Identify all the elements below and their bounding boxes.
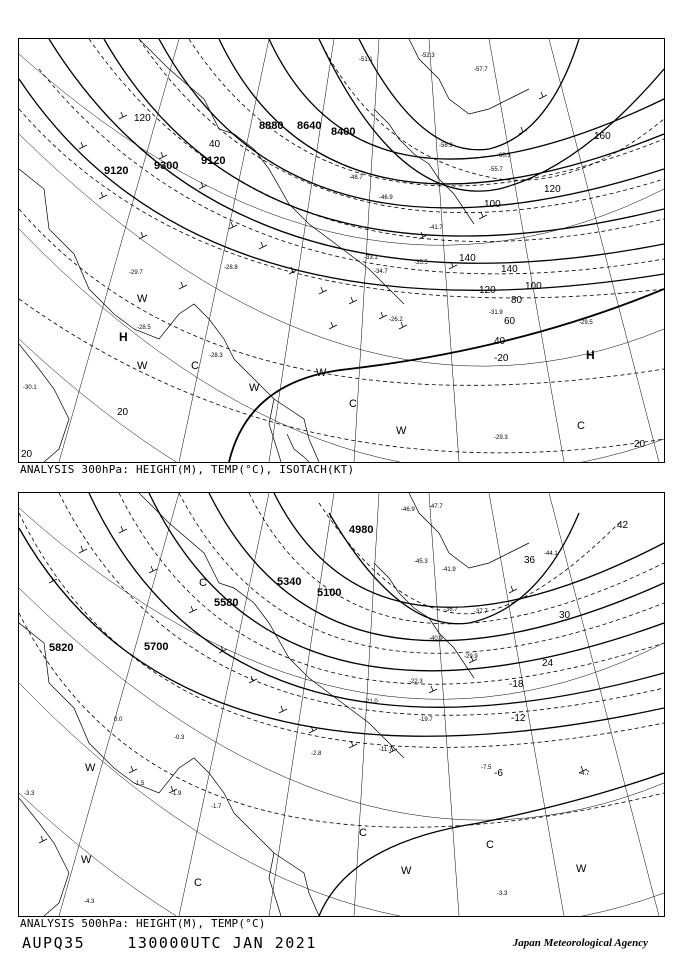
map-300hpa [19, 39, 664, 462]
station-reading: -33.1 [364, 255, 378, 261]
pressure-centers [81, 577, 587, 889]
station-reading: -51.1 [359, 57, 373, 63]
isotherm-label: -6 [494, 768, 503, 779]
isotherm-label: 30 [559, 610, 571, 621]
station-reading: -7.5 [481, 765, 492, 771]
valid-time: 130000UTC JAN 2021 [127, 934, 317, 952]
height-label: 5340 [277, 576, 302, 588]
station-reading: -41.9 [442, 567, 456, 573]
height-labels [49, 524, 373, 654]
isotach-label: 60 [504, 316, 516, 327]
isotherm-label: -12 [511, 713, 526, 724]
station-readings [23, 53, 593, 441]
isotach-label: 100 [484, 199, 501, 210]
isotach-label: 40 [209, 139, 221, 150]
station-reading: -52.3 [421, 53, 435, 59]
isotherm-label: 24 [542, 658, 554, 669]
isotach-lines [229, 289, 664, 462]
station-reading: -40.9 [429, 636, 443, 642]
coastline [19, 493, 529, 916]
isotach-label: 40 [494, 336, 506, 347]
height-label: 9120 [104, 165, 129, 177]
isotach-label: 100 [525, 281, 542, 292]
station-reading: -55.7 [489, 167, 503, 173]
height-label: 8640 [297, 120, 322, 132]
warm-center: W [401, 865, 412, 877]
station-reading: -3.3 [24, 791, 35, 797]
station-reading: -29.3 [494, 435, 508, 441]
station-reading: -47.7 [429, 504, 443, 510]
warm-center: W [576, 863, 587, 875]
isotach-label: 20 [634, 439, 646, 450]
map-500hpa [19, 493, 664, 916]
height-label: 5820 [49, 642, 74, 654]
chart-500hpa [18, 492, 665, 917]
station-reading: -3.3 [497, 891, 508, 897]
isotherm-label: 42 [617, 520, 629, 531]
station-reading: -21.0 [364, 699, 378, 705]
isotherm-label: -18 [509, 679, 524, 690]
wind-barbs [39, 526, 587, 843]
warm-center: W [137, 360, 148, 372]
cold-center: C [577, 420, 585, 432]
station-reading: -28.5 [137, 325, 151, 331]
graticule [19, 39, 664, 462]
isotach-label: 20 [21, 449, 33, 460]
station-reading: -2.8 [311, 751, 322, 757]
isotach-label: 140 [459, 253, 476, 264]
cold-center: C [191, 360, 199, 372]
height-contours [19, 493, 664, 916]
height-label: 5580 [214, 597, 239, 609]
warm-center: W [316, 367, 327, 379]
high-center: H [119, 330, 128, 344]
height-label: 5100 [317, 587, 342, 599]
agency-name: Japan Meteorological Agency [512, 937, 648, 949]
station-reading: -28.3 [209, 353, 223, 359]
station-reading: -1.9 [171, 791, 182, 797]
station-reading: -35.5 [414, 260, 428, 266]
station-reading: -44.1 [544, 551, 558, 557]
warm-center: W [137, 293, 148, 305]
height-label: 8880 [259, 120, 284, 132]
station-reading: -29.5 [579, 320, 593, 326]
height-label: 9300 [154, 160, 179, 172]
cold-center: C [349, 398, 357, 410]
product-code: AUPQ35 [22, 934, 86, 952]
station-reading: -45.3 [414, 559, 428, 565]
station-reading: -1.7 [211, 804, 222, 810]
station-reading: -48.7 [349, 175, 363, 181]
isotach-label: 140 [501, 264, 518, 275]
isotach-label: -20 [494, 353, 509, 364]
caption-300hpa: ANALYSIS 300hPa: HEIGHT(M), TEMP(°C), ISOTACH(KT) [20, 463, 355, 476]
station-reading: -4.7 [579, 771, 590, 777]
height-label: 9120 [201, 155, 226, 167]
chart-300hpa [18, 38, 665, 463]
isotach-label: 160 [594, 131, 611, 142]
station-reading: 0.0 [114, 717, 123, 723]
warm-center: W [396, 425, 407, 437]
station-reading: -29.7 [129, 270, 143, 276]
height-label: 4980 [349, 524, 374, 536]
cold-center: C [199, 577, 207, 589]
station-reading: -46.9 [379, 195, 393, 201]
station-reading: -46.9 [401, 507, 415, 513]
graticule [19, 493, 664, 916]
cold-center: C [486, 839, 494, 851]
warm-center: W [249, 382, 260, 394]
isotherm-label: 36 [524, 555, 536, 566]
station-reading: -4.3 [84, 899, 95, 905]
isotach-label: 120 [544, 184, 561, 195]
station-reading: -34.7 [374, 269, 388, 275]
isotherms [19, 39, 664, 453]
station-reading: -60.5 [497, 153, 511, 159]
height-label: 5700 [144, 641, 169, 653]
station-reading: -37.7 [474, 609, 488, 615]
station-reading: -41.7 [429, 225, 443, 231]
isotach-label: 120 [479, 285, 496, 296]
station-reading: -1.5 [134, 781, 145, 787]
station-reading: -11.7 [379, 747, 393, 753]
product-header [22, 934, 317, 952]
high-center: H [586, 348, 595, 362]
station-reading: -30.1 [23, 385, 37, 391]
cold-center: C [194, 877, 202, 889]
station-reading: -26.2 [389, 317, 403, 323]
height-label: 8400 [331, 126, 356, 138]
isotach-label: 80 [511, 295, 523, 306]
station-reading: -36.7 [444, 607, 458, 613]
station-reading: -28.8 [224, 265, 238, 271]
station-reading: -19.7 [419, 717, 433, 723]
warm-center: W [81, 854, 92, 866]
isotach-label: 20 [117, 407, 129, 418]
station-reading: -29.9 [464, 654, 478, 660]
station-reading: -0.3 [174, 735, 185, 741]
station-reading: -31.9 [489, 310, 503, 316]
cold-center: C [359, 827, 367, 839]
station-reading: -22.3 [409, 679, 423, 685]
warm-center: W [85, 762, 96, 774]
isotach-label: 120 [134, 113, 151, 124]
station-reading: -58.9 [439, 143, 453, 149]
station-reading: -57.7 [474, 67, 488, 73]
caption-500hpa: ANALYSIS 500hPa: HEIGHT(M), TEMP(°C) [20, 917, 266, 930]
